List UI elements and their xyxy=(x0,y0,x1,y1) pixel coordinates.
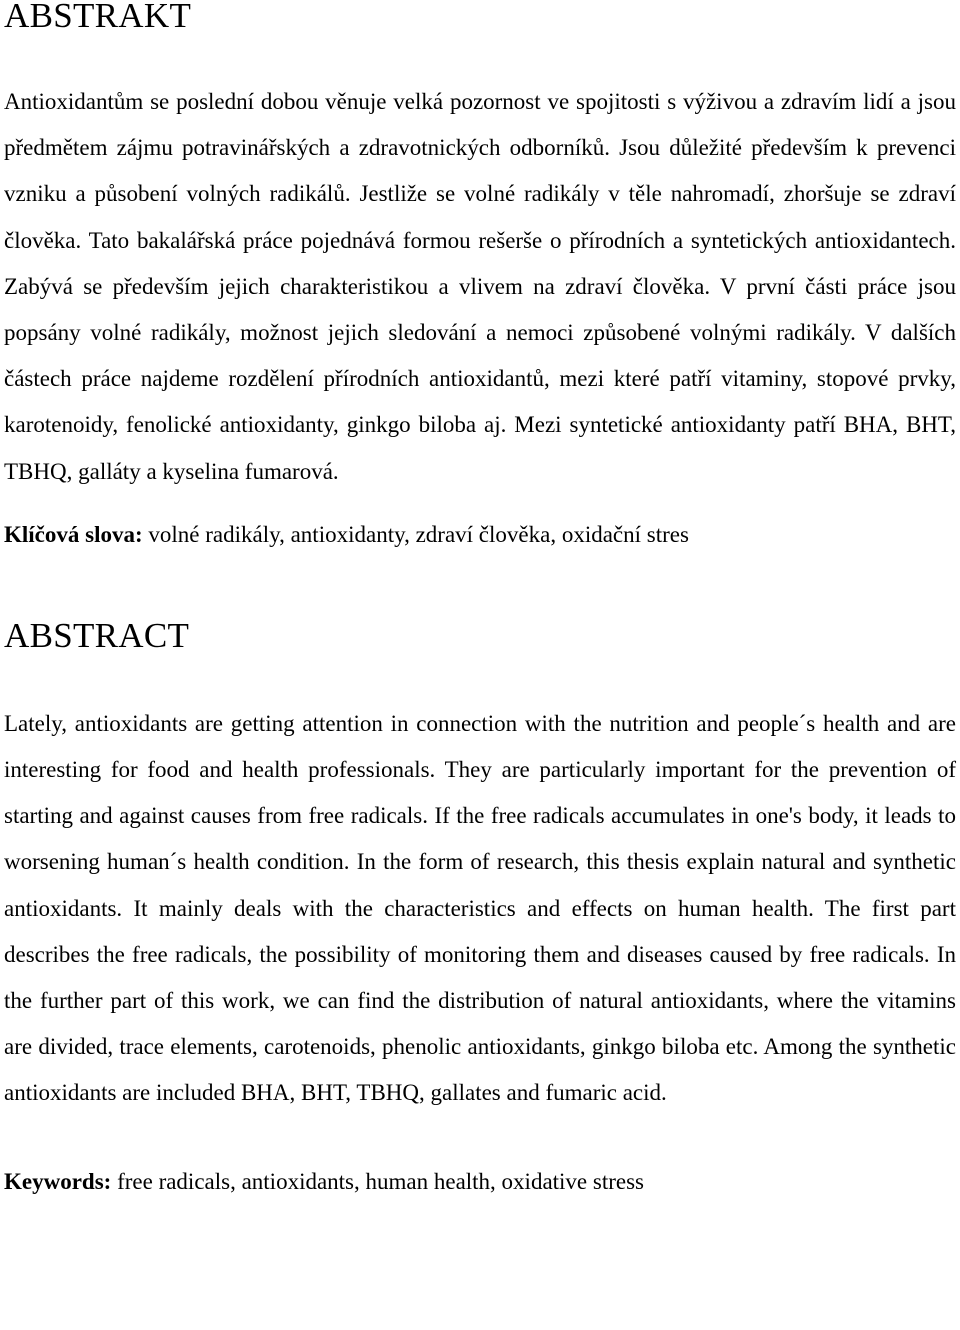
czech-abstract-section xyxy=(4,0,956,550)
czech-keywords-label: Klíčová slova: xyxy=(4,521,143,547)
english-abstract-heading: ABSTRACT xyxy=(4,615,190,655)
czech-keywords-text: volné radikály, antioxidanty, zdraví člověka, oxidační stres xyxy=(142,521,689,547)
english-keywords-text: free radicals, antioxidants, human health, oxidative stress xyxy=(111,1168,645,1194)
czech-abstract-heading: ABSTRAKT xyxy=(4,0,192,35)
english-abstract-paragraph: Lately, antioxidants are getting attention in connection with the nutrition and people´s health and are interesting for food and health professionals. They are particularly important for the prevention of starting and against causes from free radicals. If the free radicals accumulates in one's body, it leads to worsening human´s health condition. In the form of research, this thesis explain natural and synthetic antioxidants. It mainly deals with the characteristics and effects on human health. The first part describes the free radicals, the possibility of monitoring them and diseases caused by free radicals. In the further part of this work, we can find the distribution of natural antioxidants, where the vitamins are divided, trace elements, carotenoids, phenolic antioxidants, ginkgo biloba etc. Among the synthetic antioxidants are included BHA, BHT, TBHQ, gallates and fumaric acid. xyxy=(4,710,956,1106)
english-keywords-label: Keywords: xyxy=(4,1168,112,1194)
document-page xyxy=(4,0,956,1197)
czech-keywords-line xyxy=(4,520,956,550)
english-keywords-line xyxy=(4,1167,956,1197)
czech-abstract-paragraph: Antioxidantům se poslední dobou věnuje velká pozornost ve spojitosti s výživou a zdravím lidí a jsou předmětem zájmu potravinářských a zdravotnických odborníků. Jsou důležité především k prevenci vzniku a působení volných radikálů. Jestliže se volné radikály v těle nahromadí, zhoršuje se zdraví člověka. Tato bakalářská práce pojednává formou rešerše o přírodních a syntetických antioxidantech. Zabývá se především jejich charakteristikou a vlivem na zdraví člověka. V první části práce jsou popsány volné radikály, možnost jejich sledování a nemoci způsobené volnými radikály. V dalších částech práce najdeme rozdělení přírodních antioxidantů, mezi které patří vitaminy, stopové prvky, karotenoidy, fenolické antioxidanty, ginkgo biloba aj. Mezi syntetické antioxidanty patří BHA, BHT, TBHQ, galláty a kyselina fumarová. xyxy=(4,89,956,484)
english-abstract-section xyxy=(4,615,956,1197)
